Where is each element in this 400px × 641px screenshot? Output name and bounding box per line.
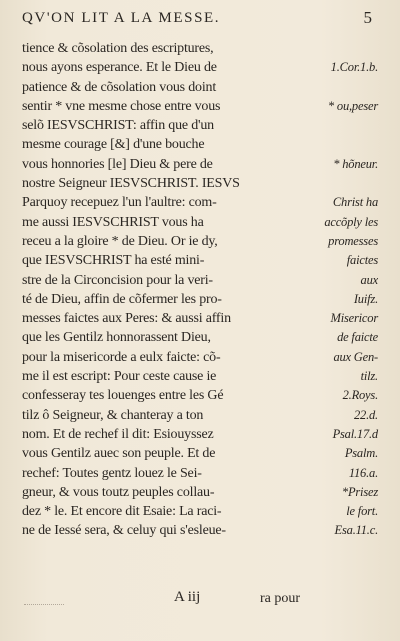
text-line	[22, 135, 378, 154]
margin-note: 116.a.	[348, 465, 378, 480]
line-text: stre de la Circoncision pour la veri-	[22, 272, 213, 288]
text-line	[22, 425, 378, 444]
margin-note: de faicte	[337, 330, 378, 345]
text-body	[22, 39, 378, 541]
line-text: té de Dieu, affin de cõfermer les pro-	[22, 291, 222, 307]
text-line	[22, 328, 378, 347]
line-text: mesme courage [&] d'une bouche	[22, 137, 205, 153]
margin-note: promesses	[328, 233, 378, 248]
page-number: 5	[363, 8, 372, 27]
page-header	[22, 8, 372, 32]
line-text: me aussi IESVSCHRIST vous ha	[22, 214, 204, 230]
margin-note: *Prisez	[341, 484, 378, 499]
line-text: me il est escript: Pour ceste cause ie	[22, 369, 217, 385]
line-text: nom. Et de rechef il dit: Esiouyssez	[22, 426, 214, 442]
text-line	[22, 483, 378, 502]
text-line	[22, 444, 378, 463]
text-line	[22, 521, 378, 540]
running-head: QV'ON LIT A LA MESSE.	[22, 10, 221, 26]
text-line	[22, 386, 378, 405]
text-line	[22, 309, 378, 328]
margin-note: 2.Roys.	[342, 388, 378, 403]
line-text: tience & cõsolation des escriptures,	[22, 41, 214, 56]
text-line	[22, 251, 378, 270]
margin-note: Christ ha	[332, 195, 378, 210]
line-text: vous Gentilz auec son peuple. Et de	[22, 446, 216, 462]
text-line	[22, 502, 378, 521]
margin-note: 1.Cor.1.b.	[330, 60, 378, 75]
line-text: receu a la gloire * de Dieu. Or ie dy,	[22, 233, 218, 249]
line-text: confesseray tes louenges entre les Gé	[22, 388, 224, 404]
line-text: ne de Iessé sera, & celuy qui s'esleue-	[22, 523, 226, 539]
line-text: messes faictes aux Peres: & aussi affin	[22, 311, 231, 327]
page-footer	[22, 589, 378, 611]
line-text: tilz ô Seigneur, & chanteray a ton	[22, 407, 204, 423]
line-text: rechef: Toutes gentz louez le Sei-	[22, 465, 202, 481]
text-line	[22, 58, 378, 77]
line-text: vous honnories [le] Dieu & pere de	[22, 156, 213, 172]
margin-note: * ou,peser	[327, 98, 378, 113]
text-line	[22, 78, 378, 97]
text-line	[22, 271, 378, 290]
line-text: patience & de cõsolation vous doint	[22, 79, 217, 95]
text-line	[22, 213, 378, 232]
margin-note: Misericor	[330, 311, 378, 326]
margin-note: aux	[360, 272, 378, 287]
text-line	[22, 367, 378, 386]
text-line	[22, 290, 378, 309]
text-line	[22, 348, 378, 367]
line-text: Parquoy recepuez l'un l'aultre: com-	[22, 195, 217, 211]
text-line	[22, 232, 378, 251]
margin-note: tilz.	[360, 369, 378, 384]
line-text: sentir * vne mesme chose entre vous	[22, 98, 221, 114]
text-line	[22, 464, 378, 483]
text-line	[22, 174, 378, 193]
margin-note: le fort.	[346, 504, 378, 519]
margin-note: Psalm.	[344, 446, 378, 461]
text-line	[22, 39, 378, 58]
ink-smudge-mark	[24, 595, 64, 605]
margin-note: accõply les	[324, 214, 378, 229]
text-line	[22, 155, 378, 174]
signature-mark: A iij	[174, 589, 201, 605]
margin-note: aux Gen-	[333, 349, 378, 364]
catchword: ra pour	[260, 591, 301, 606]
text-line	[22, 116, 378, 135]
line-text: dez * le. Et encore dit Esaie: La raci-	[22, 504, 222, 520]
line-text: nous ayons esperance. Et le Dieu de	[22, 60, 217, 76]
text-line	[22, 97, 378, 116]
line-text: que IESVSCHRIST ha esté mini-	[22, 253, 205, 269]
margin-note: Psal.17.d	[332, 426, 378, 441]
text-line	[22, 193, 378, 212]
line-text: que les Gentilz honnorassent Dieu,	[22, 330, 211, 346]
text-line	[22, 406, 378, 425]
margin-note: 22.d.	[353, 407, 378, 422]
margin-note: * hõneur.	[333, 156, 378, 171]
line-text: selõ IESVSCHRIST: affin que d'un	[22, 118, 214, 134]
line-text: gneur, & vous toutz peuples collau-	[22, 484, 215, 500]
line-text: nostre Seigneur IESVSCHRIST. IESVS	[22, 176, 240, 192]
margin-note: Esa.11.c.	[334, 523, 378, 538]
margin-note: Iuifz.	[353, 291, 378, 306]
line-text: pour la misericorde a eulx faicte: cõ-	[22, 349, 221, 365]
margin-note: faictes	[346, 253, 378, 268]
